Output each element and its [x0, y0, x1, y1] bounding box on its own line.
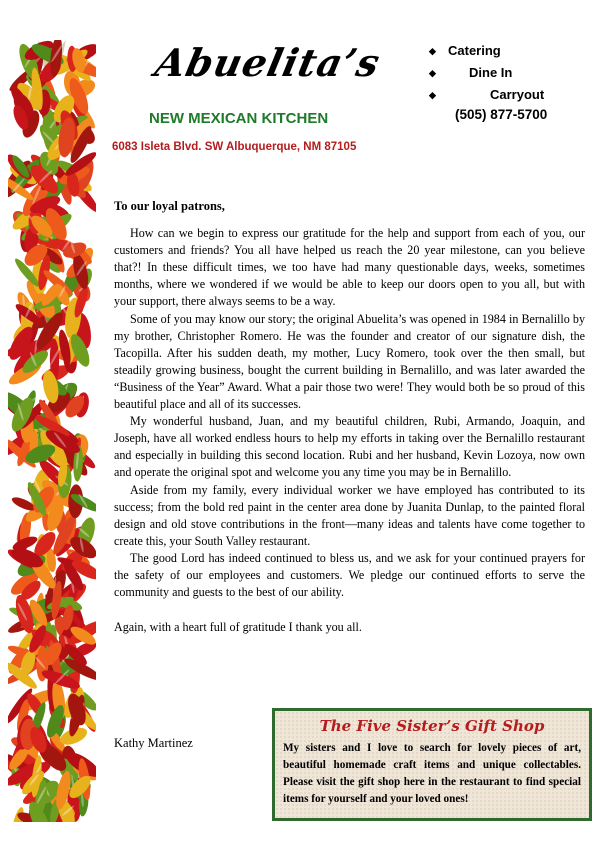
services-list: [425, 40, 595, 106]
gift-shop-title: The Five Sister’s Gift Shop: [319, 717, 545, 735]
address: 6083 Isleta Blvd. SW Albuquerque, NM 87105: [112, 141, 357, 153]
service-item: ◆ Carryout: [425, 84, 595, 106]
signature: Kathy Martinez: [114, 736, 193, 750]
salutation: To our loyal patrons,: [114, 199, 225, 213]
bullet-icon: ◆: [429, 46, 436, 56]
phone-number: (505) 877-5700: [455, 107, 548, 122]
gift-shop-box: [272, 708, 592, 821]
gift-shop-text: My sisters and I love to search for lovely pieces of art, beautiful homemade craft items and unique collectables. Please visit the gift shop here in the restaurant to find special items for yourself and your loved ones!: [283, 742, 581, 805]
letter-paragraph: The good Lord has indeed continued to bless us, and we ask for your continued prayers for the safety of our employees and customers. We pledge our continued efforts to serve the community and guests to the best of our ability.: [114, 550, 585, 600]
closing-line: Again, with a heart full of gratitude I thank you all.: [114, 620, 362, 635]
logo: Abuelita’s: [151, 40, 385, 85]
letter-paragraph: Aside from my family, every individual worker we have employed has contributed to its success; from the bold red paint in the center area done by Juanita Dunlap, to the painted floral design and old stove contributions in the front—many ideas and talents have come together to create this, your South Valley restaurant.: [114, 482, 585, 548]
service-item: ◆ Dine In: [425, 62, 595, 84]
letter-paragraph: How can we begin to express our gratitude for the help and support from each of you, our customers and friends? You all have helped us reach the 20 year milestone, can you believe that?! In these difficult times, we too have had many questionable days, weeks, sometimes months, where we wondered if we would be able to keep our doors open to you all, but with your support, there always seems to be a way.: [114, 226, 585, 309]
letter-paragraph: Some of you may know our story; the original Abuelita’s was opened in 1984 in Bernalillo by my brother, Christopher Romero. He was the founder and creator of our signature dish, the Tacopilla. After his sudden death, my mother, Lucy Romero, took over the then small, but steadily growing business, bought the current building in Bernalillo, and was later awarded the “Business of the Year” Award. What a pair those two were! They would both be so proud of this beautiful place and all of its successes.: [114, 311, 585, 412]
letter-body: [114, 198, 585, 636]
bullet-icon: ◆: [429, 90, 436, 100]
restaurant-subtitle: NEW MEXICAN KITCHEN: [149, 110, 329, 127]
service-item: ◆ Catering: [425, 40, 595, 62]
letter-paragraph: My wonderful husband, Juan, and my beautiful children, Rubi, Armando, Joaquin, and Joseph, have all worked endless hours to help my efforts in taking over the Bernalillo restaurant and especially in building this second location. Rubi and her husband, Kevin Lozoya, now own and operate the original spot and welcome you any time you may be in Bernalillo.: [114, 414, 585, 480]
bullet-icon: ◆: [429, 68, 436, 78]
chile-ristra-image: [8, 40, 96, 822]
